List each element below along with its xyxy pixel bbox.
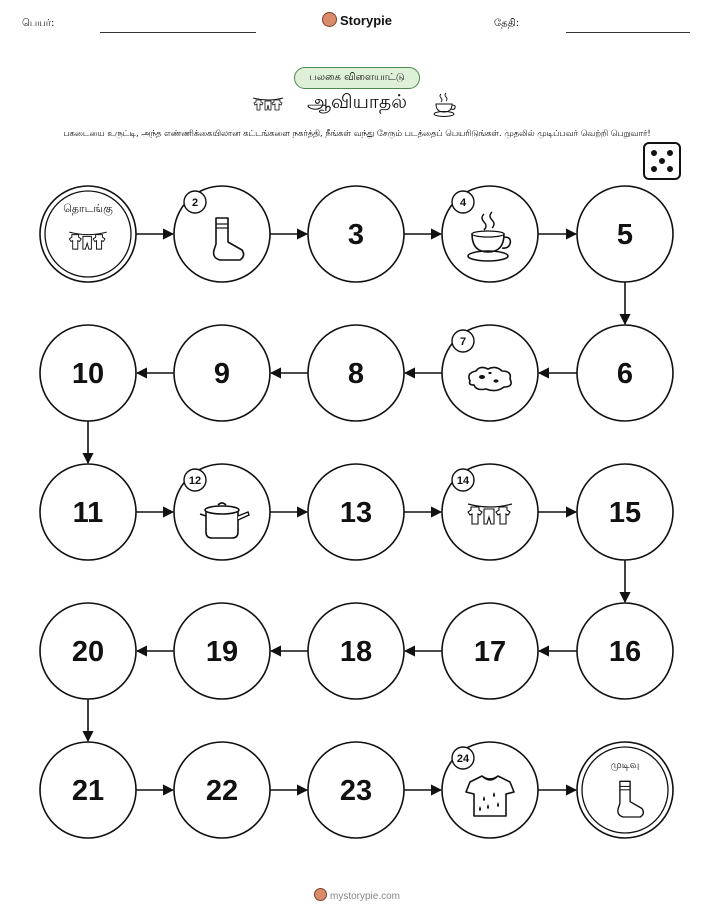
cell-number: 15: [608, 497, 642, 529]
cell-number: 3: [347, 219, 365, 251]
cell-number: 12: [188, 475, 202, 487]
board-cell-10: [40, 325, 136, 421]
cell-number: 23: [339, 775, 373, 807]
cell-number: 16: [608, 636, 642, 668]
board-cell-14: [442, 464, 538, 560]
cell-number: 9: [213, 358, 231, 390]
cell-number: 5: [616, 219, 634, 251]
board-cell-15: [577, 464, 673, 560]
instructions: பகடையை உருட்டி, அந்த எண்ணிக்கையிலான கட்டங்களை நகர்த்தி, நீங்கள் வந்து சேரும் படத்தைப் பெயரிடுங்கள். முதலில் முடிப்பவர் வெற்றி பெறுவார்!: [63, 128, 651, 138]
end-label: முடிவு: [610, 760, 640, 771]
board-cell-6: [577, 325, 673, 421]
cell-number: 7: [459, 336, 467, 348]
end-cell: [577, 742, 673, 838]
board-cell-21: [40, 742, 136, 838]
start-cell: [40, 186, 136, 282]
board-cell-18: [308, 603, 404, 699]
name-label: பெயர்:: [22, 18, 55, 29]
bear-logo-icon: [314, 888, 327, 901]
clothesline-icon: [468, 504, 512, 524]
cell-number: 21: [71, 775, 105, 807]
board-cell-19: [174, 603, 270, 699]
cell-number: 11: [72, 497, 104, 529]
board-cell-4: [442, 186, 538, 282]
board-cell-17: [442, 603, 538, 699]
footer-site: mystorypie.com: [329, 891, 400, 902]
board-cell-23: [308, 742, 404, 838]
cell-number: 14: [456, 475, 470, 487]
cell-number: 6: [616, 358, 634, 390]
board-cell-13: [308, 464, 404, 560]
board-cell-20: [40, 603, 136, 699]
cell-number: 18: [339, 636, 373, 668]
page-title: ஆவியாதல்: [306, 91, 407, 113]
cell-number: 2: [191, 197, 199, 209]
cell-number: 10: [71, 358, 105, 390]
cell-number: 13: [339, 497, 373, 529]
board-cell-3: [308, 186, 404, 282]
board-cell-8: [308, 325, 404, 421]
board-cell-22: [174, 742, 270, 838]
board-cell-16: [577, 603, 673, 699]
board-cell-24: [442, 742, 538, 838]
cell-number: 4: [459, 197, 467, 209]
date-label: தேதி:: [494, 18, 520, 29]
board-cell-9: [174, 325, 270, 421]
board-cell-11: [40, 464, 136, 560]
cell-number: 19: [205, 636, 239, 668]
subtitle-badge: பலகை விளையாட்டு: [294, 67, 420, 89]
board-cell-2: [174, 186, 270, 282]
puddle-icon: [469, 367, 511, 390]
board-cell-5: [577, 186, 673, 282]
start-label: தொடங்கு: [63, 202, 113, 215]
brand-name: Storypie: [339, 13, 392, 28]
footer: [0, 888, 714, 902]
cell-number: 8: [347, 358, 365, 390]
clothesline-icon: [69, 232, 106, 249]
board-cell-12: [174, 464, 270, 560]
cell-number: 17: [473, 636, 507, 668]
wet-shirt-icon: [466, 776, 514, 816]
cell-number: 20: [71, 636, 105, 668]
cell-number: 24: [456, 753, 470, 765]
board-cell-7: [442, 325, 538, 421]
cell-number: 22: [205, 775, 239, 807]
